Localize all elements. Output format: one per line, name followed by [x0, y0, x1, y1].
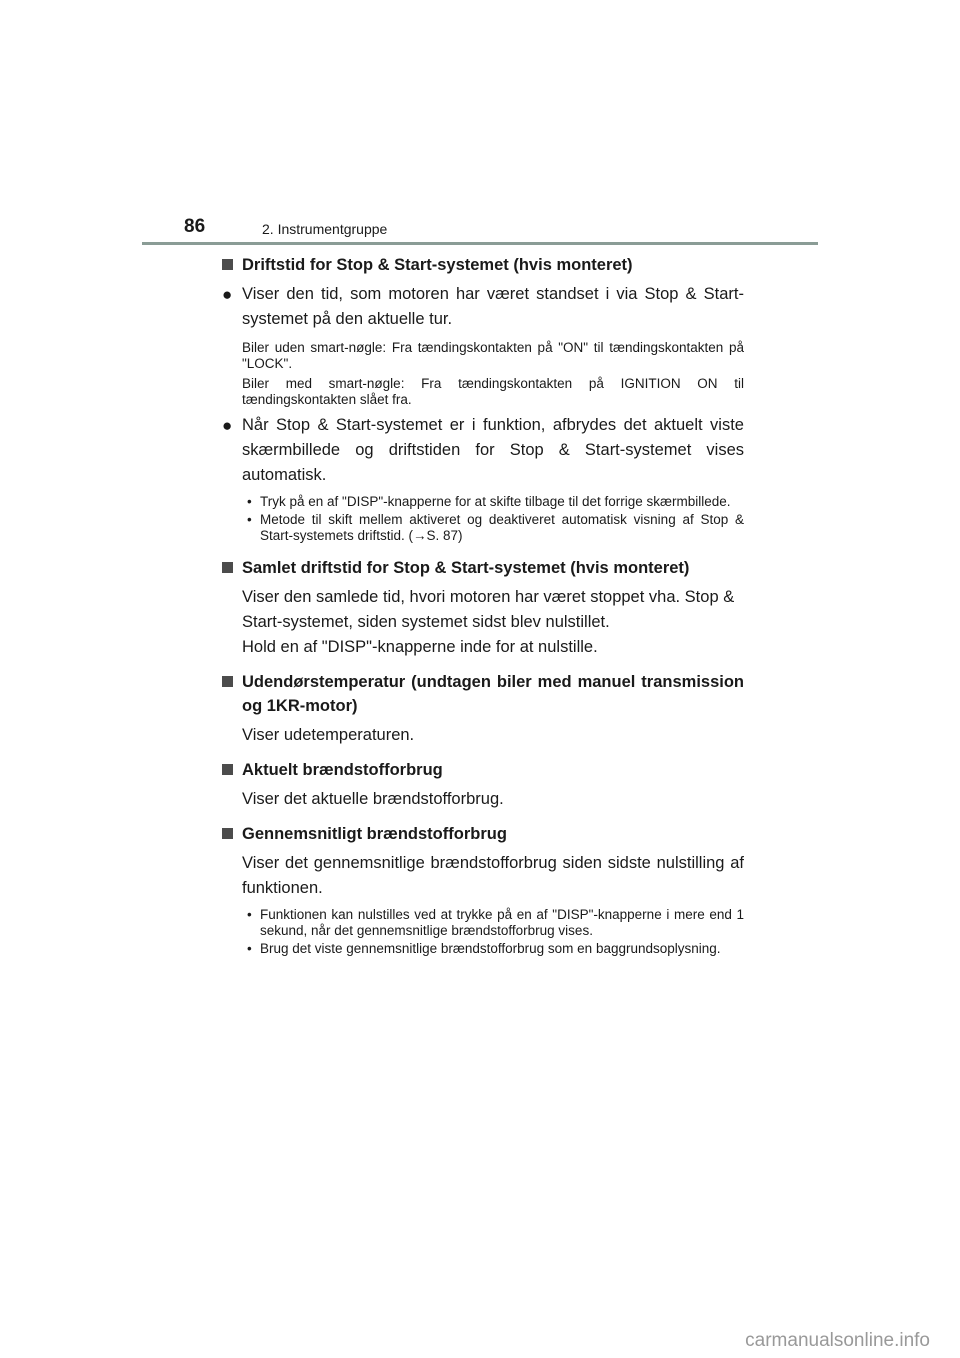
square-bullet-icon	[222, 562, 233, 573]
square-bullet-icon	[222, 259, 233, 270]
body-text: Viser den samlede tid, hvori motoren har været stoppet vha. Stop & Start-systemet, siden systemet sidst blev nulstillet.	[242, 588, 735, 631]
body-text: Viser udetemperaturen.	[242, 726, 415, 744]
bullet-item	[222, 413, 744, 488]
square-bullet-icon	[222, 828, 233, 839]
dot-icon: •	[247, 494, 252, 509]
section-title-text: Udendørstemperatur (undtagen biler med manuel transmission og 1KR-motor)	[242, 673, 744, 715]
small-list	[222, 494, 744, 544]
dot-icon: •	[247, 512, 252, 527]
bullet-text: Viser den tid, som motoren har været standset i via Stop & Start-systemet på den aktuelle tur.	[242, 285, 744, 328]
dot-icon: •	[247, 907, 252, 922]
list-item	[242, 907, 744, 939]
square-bullet-icon	[222, 676, 233, 687]
section-title-driftstid	[222, 253, 744, 277]
header-rule	[142, 242, 818, 245]
list-item-text: Tryk på en af "DISP"-knapperne for at skifte tilbage til det forrige skærmbillede.	[260, 494, 731, 509]
section-title-text: Driftstid for Stop & Start-systemet (hvis monteret)	[242, 256, 633, 274]
section-title-text: Samlet driftstid for Stop & Start-systemet (hvis monteret)	[242, 559, 690, 577]
chapter-title: 2. Instrumentgruppe	[262, 221, 388, 237]
body-text: Viser det gennemsnitlige brændstofforbrug siden sidste nulstilling af funktionen.	[242, 854, 744, 897]
list-item	[242, 494, 744, 510]
bullet-text: Når Stop & Start-systemet er i funktion, afbrydes det aktuelt viste skærmbillede og driftstiden for Stop & Start-systemet vises automatisk.	[242, 416, 744, 484]
section-title-gennemsnitligt-forbrug	[222, 822, 744, 846]
list-item-text: Metode til skift mellem aktiveret og deaktiveret automatisk visning af Stop & Start-systemets driftstid. (→S. 87)	[260, 512, 744, 543]
page-number: 86	[184, 216, 206, 237]
section-title-text: Gennemsnitligt brændstofforbrug	[242, 825, 507, 843]
page-content	[222, 253, 744, 959]
dot-icon: •	[247, 941, 252, 956]
section-title-udendoerstemperatur	[222, 670, 744, 718]
list-item-text: Brug det viste gennemsnitlige brændstofforbrug som en baggrundsoplysning.	[260, 941, 721, 956]
small-list	[222, 907, 744, 957]
section-title-text: Aktuelt brændstofforbrug	[242, 761, 443, 779]
circle-bullet-icon: ●	[222, 416, 233, 435]
list-item-text: Funktionen kan nulstilles ved at trykke på en af "DISP"-knapperne i mere end 1 sekund, når det gennemsnitlige brændstofforbrug vises.	[260, 907, 744, 938]
note-text: Biler uden smart-nøgle: Fra tændingskontakten på "ON" til tændingskontakten på "LOCK".	[242, 340, 744, 371]
square-bullet-icon	[222, 764, 233, 775]
note-text: Biler med smart-nøgle: Fra tændingskontakten på IGNITION ON til tændingskontakten slået fra.	[242, 376, 744, 407]
watermark: carmanualsonline.info	[745, 1330, 930, 1351]
page-header	[142, 212, 818, 248]
list-item	[242, 941, 744, 957]
list-item	[242, 512, 744, 544]
section-title-aktuelt-forbrug	[222, 758, 744, 782]
body-text: Viser det aktuelle brændstofforbrug.	[242, 790, 504, 808]
section-title-samlet-driftstid	[222, 556, 744, 580]
bullet-item	[222, 282, 744, 332]
circle-bullet-icon: ●	[222, 285, 233, 304]
body-text: Hold en af "DISP"-knapperne inde for at nulstille.	[242, 638, 598, 656]
